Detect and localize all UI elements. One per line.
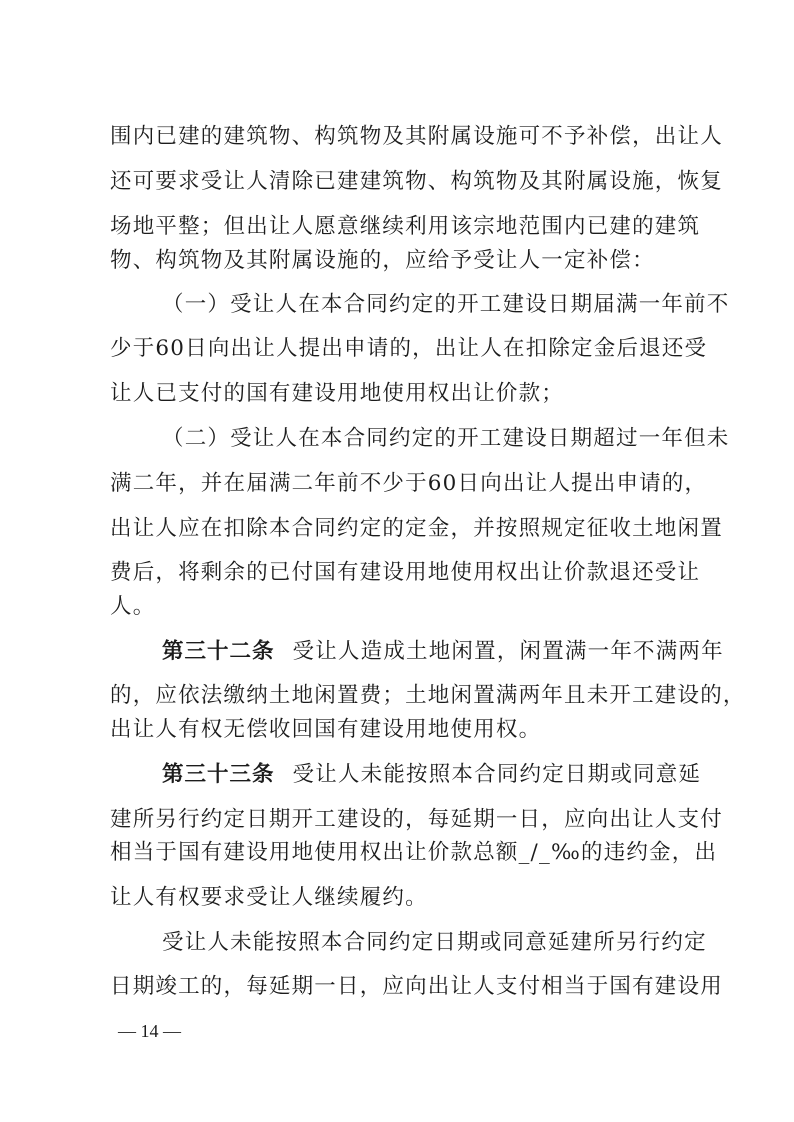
text-line: 围内已建的建筑物、构筑物及其附属设施可不予补偿，出让人	[110, 124, 723, 149]
text-line: 受让人未能按照本合同约定日期或同意延建所另行约定	[162, 930, 707, 955]
article-32-first-line	[162, 637, 724, 667]
text-line: 出让人应在扣除本合同约定的定金，并按照规定征收土地闲置	[110, 516, 723, 541]
text-line: 费后，将剩余的已付国有建设用地使用权出让价款退还受让	[110, 560, 701, 585]
text-line: 建所另行约定日期开工建设的，每延期一日，应向出让人支付	[110, 807, 723, 832]
text-line: 物、构筑物及其附属设施的，应给予受让人一定补偿：	[110, 248, 655, 273]
article-33-first-line	[162, 760, 702, 790]
text-line: 日期竣工的，每延期一日，应向出让人支付相当于国有建设用	[110, 974, 723, 999]
page-number: — 14 —	[118, 1021, 181, 1041]
article-32-title: 第三十二条	[162, 639, 275, 664]
text-line: 还可要求受让人清除已建建筑物、构筑物及其附属设施，恢复	[110, 169, 723, 194]
clause-1-line: （一）受让人在本合同约定的开工建设日期届满一年前不	[162, 292, 730, 317]
text-line: 满二年，并在届满二年前不少于60日向出让人提出申请的，	[110, 471, 708, 496]
text-line: 场地平整；但出让人愿意继续利用该宗地范围内已建的建筑	[110, 214, 701, 239]
article-32-text: 受让人造成土地闲置，闲置满一年不满两年	[292, 639, 724, 664]
text-line: 出让人有权无偿收回国有建设用地使用权。	[110, 717, 542, 742]
clause-2-line: （二）受让人在本合同约定的开工建设日期超过一年但未	[162, 426, 730, 451]
text-line: 相当于国有建设用地使用权出让价款总额_/_‰的违约金，出	[110, 840, 718, 865]
text-line: 人。	[110, 594, 156, 619]
article-33-text: 受让人未能按照本合同约定日期或同意延	[292, 762, 702, 787]
text-line: 让人已支付的国有建设用地使用权出让价款；	[110, 381, 565, 406]
article-33-title: 第三十三条	[162, 762, 275, 787]
text-line: 少于60日向出让人提出申请的，出让人在扣除定金后退还受	[110, 336, 708, 361]
text-line: 让人有权要求受让人继续履约。	[110, 885, 428, 910]
text-line: 的，应依法缴纳土地闲置费；土地闲置满两年且未开工建设的，	[110, 683, 746, 708]
